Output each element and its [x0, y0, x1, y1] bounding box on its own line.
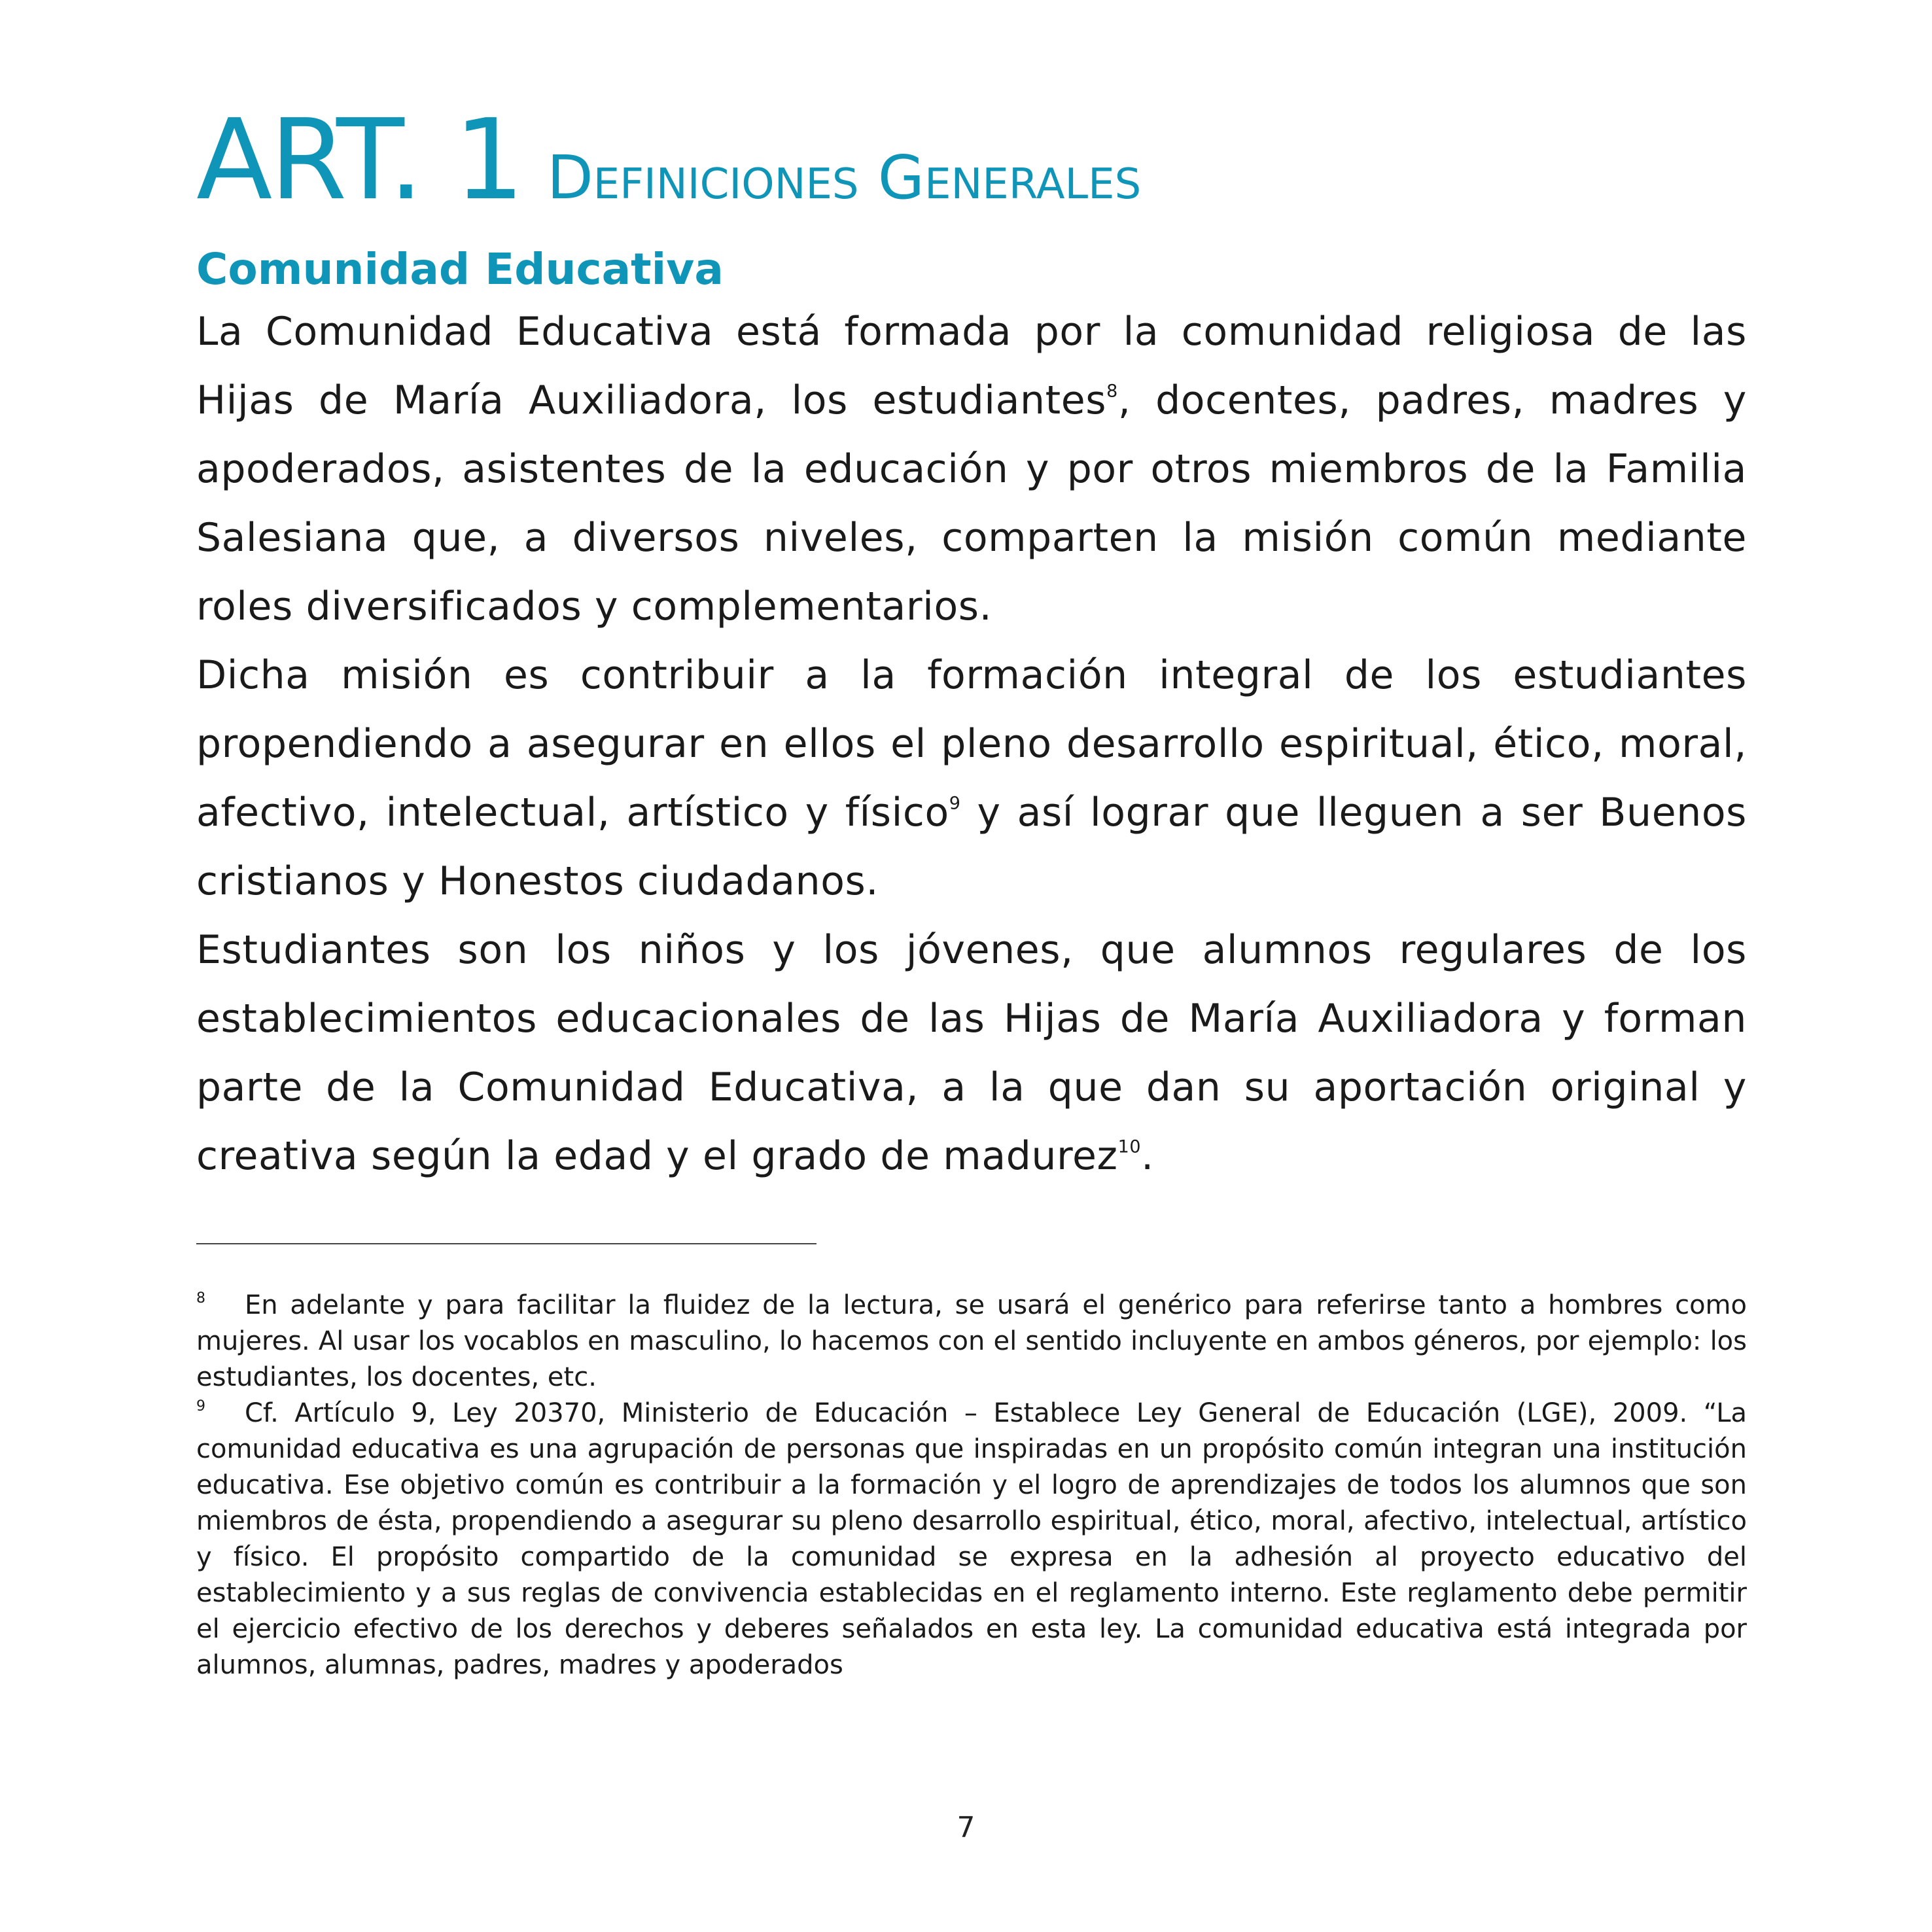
footnote-ref-9[interactable]: 9 — [949, 793, 961, 814]
footnote-mark: 9 — [196, 1397, 205, 1414]
document-page — [196, 96, 1747, 1683]
footnote-mark: 8 — [196, 1290, 205, 1307]
paragraph-2: Dicha misión es contribuir a la formación integral de los estudiantes propendiendo a asegurar en ellos el pleno desarrollo espiritual, ético, moral, afectivo, intelectual, artístico y físico$^9$ y así lograr que lleguen a ser Buenos cristianos y Honestos ciudadanos. — [196, 652, 1747, 905]
footnote-text: Cf. Artículo 9, Ley 20370, Ministerio de Educación – Establece Ley General de Educación (LGE), 2009. “La comunidad educativa es una agrupación de personas que inspiradas en un propósito común integran una institución educativa. Ese objetivo común es contribuir a la formación y el logro de aprendizajes de todos los alumnos que son miembros de ésta, propendiendo a asegurar su pleno desarrollo espiritual, ético, moral, afectivo, intelectual, artístico y físico. El propósito compartido de la comunidad se expresa en la adhesión al proyecto educativo del establecimiento y a sus reglas de convivencia establecidas en el reglamento interno. Este reglamento debe permitir el ejercicio efectivo de los derechos y deberes señalados en esta ley. La comunidad educativa está integrada por alumnos, alumnas, padres, madres y apoderados — [196, 1398, 1747, 1681]
article-title: Definiciones Generales — [546, 143, 1142, 213]
section-subheading: Comunidad Educativa — [196, 244, 724, 294]
footnote-text: En adelante y para facilitar la fluidez de la lectura, se usará el genérico para referirse tanto a hombres como mujeres. Al usar los vocablos en masculino, lo hacemos con el sentido incluyente en ambos géneros, por ejemplo: los estudiantes, los docentes, etc. — [196, 1290, 1747, 1393]
footnotes — [196, 1288, 1747, 1683]
article-number: ART. 1 — [196, 96, 522, 225]
footnote-8 — [196, 1288, 1747, 1396]
paragraph-1: La Comunidad Educativa está formada por la comunidad religiosa de las Hijas de María Auxiliadora, los estudiantes$^8$, docentes, padres, madres y apoderados, asistentes de la educación y por otros miembros de la Familia Salesiana que, a diversos niveles, comparten la misión común mediante roles diversificados y complementarios. — [196, 309, 1747, 630]
footnote-ref-8[interactable]: 8 — [1106, 381, 1118, 402]
article-heading — [196, 96, 1747, 225]
footnote-divider — [196, 1243, 817, 1244]
paragraph-3: Estudiantes son los niños y los jóvenes, que alumnos regulares de los establecimientos educacionales de las Hijas de María Auxiliadora y forman parte de la Comunidad Educativa, a la que dan su aportación original y creativa según la edad y el grado de madurez$^{10}$. — [196, 927, 1747, 1180]
page-number: 7 — [957, 1811, 975, 1844]
body-text — [196, 298, 1747, 1191]
footnote-9 — [196, 1396, 1747, 1683]
footnote-ref-10[interactable]: 10 — [1117, 1136, 1142, 1157]
